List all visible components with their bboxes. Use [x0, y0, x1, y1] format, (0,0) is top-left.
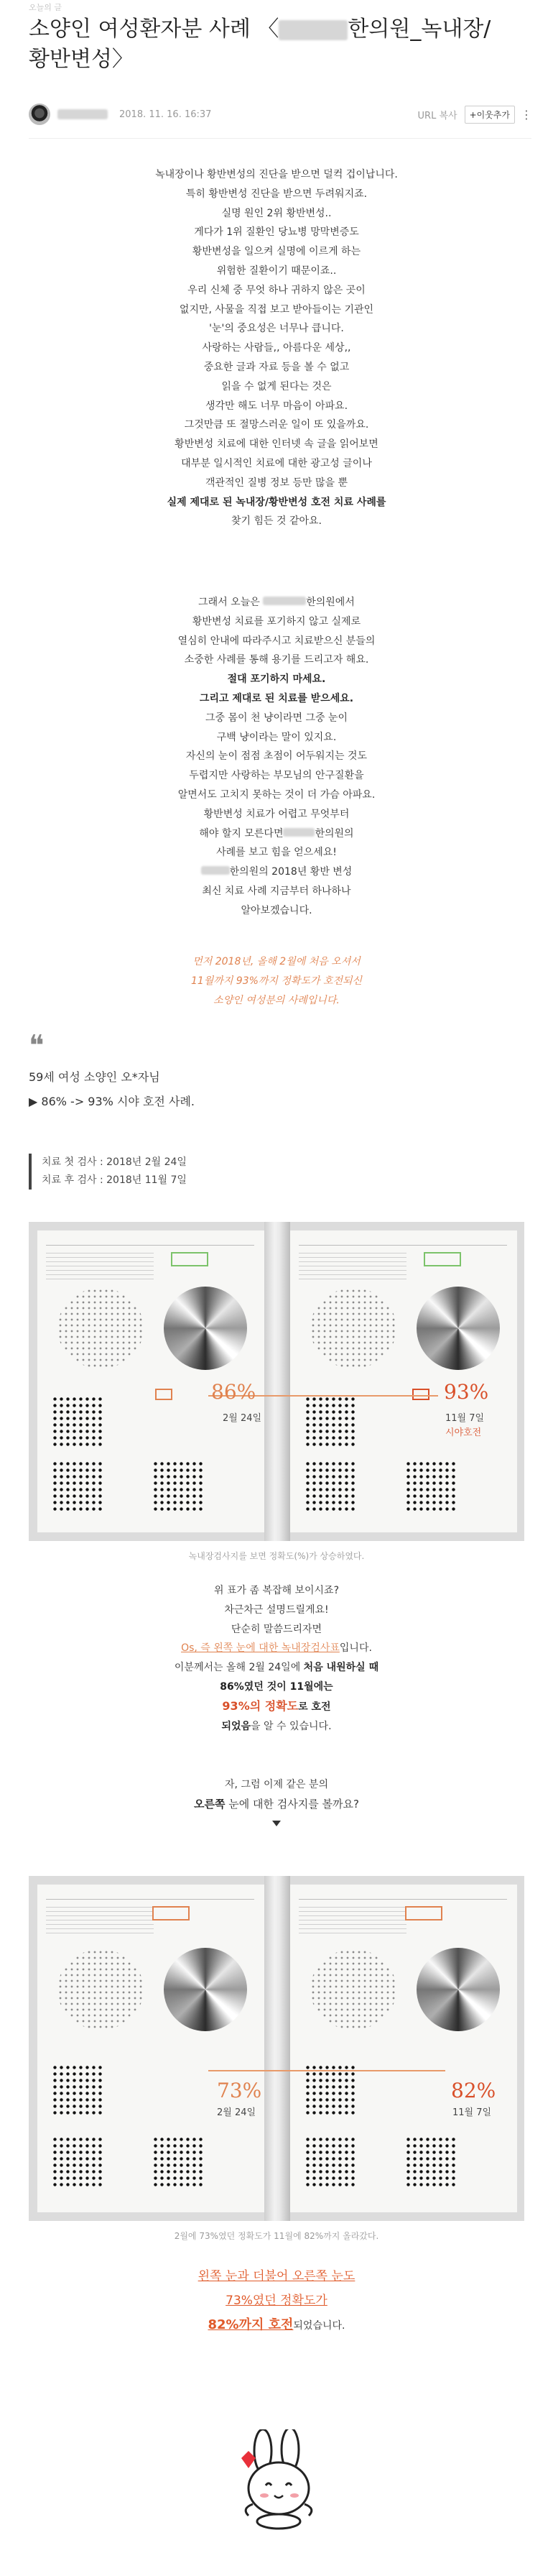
conclusion-line: 82%까지 호전되었습니다.	[208, 2317, 345, 2332]
explain-line: 차근차근 설명드릴게요!	[224, 1604, 329, 1616]
para2-line: 사례를 보고 힘을 얻으세요!	[216, 847, 337, 859]
post-meta	[29, 104, 531, 125]
para2-line: 황반변성 치료를 포기하지 않고 실제로	[192, 615, 361, 627]
comparison-line	[208, 2070, 445, 2071]
intro-line: 특히 황반변성 진단을 받으면 두려워지죠.	[185, 188, 368, 200]
conclusion	[29, 2264, 524, 2338]
author-avatar[interactable]	[29, 104, 50, 125]
intro-line: 실명 원인 2위 황반변성..	[221, 207, 332, 219]
left-date: 2월 24일	[217, 2107, 256, 2118]
quote-mark-icon: ❝	[29, 1029, 45, 1062]
para2-line: 자신의 눈이 점점 초점이 어두워지는 것도	[185, 750, 368, 763]
second-paragraph	[29, 593, 524, 921]
para2-line: 최신 치료 사례 지금부터 하나하나	[202, 885, 351, 897]
intro-line: 황반변성 치료에 대한 인터넷 속 글을 읽어보면	[175, 438, 378, 451]
intro-line: 생각만 해도 너무 마음이 아파요.	[205, 400, 348, 412]
intro-line: 황반변성을 일으켜 실명에 이르게 하는	[192, 246, 361, 258]
intro-bold-line: 실제 제대로 된 녹내장/황반변성 호전 치료 사례를	[167, 496, 386, 508]
highlight-line: 먼저 2018년, 올해 2월에 처음 오셔서	[192, 956, 361, 967]
right-accuracy: 82%	[451, 2079, 496, 2102]
intro-line: 찾기 힘든 것 같아요.	[231, 515, 322, 528]
highlight-line: 11월까지 93%까지 정확도가 호전되신	[190, 975, 363, 987]
explain-line: Os, 즉 왼쪽 눈에 대한 녹내장검사표입니다.	[181, 1642, 372, 1655]
intro-line: 객관적인 질병 정보 등만 많을 뿐	[205, 477, 348, 489]
para2-line: 그래서 오늘은 한의원에서	[198, 597, 355, 608]
explain-line: 위 표가 좀 복잡해 보이시죠?	[214, 1585, 339, 1596]
para2-line: 한의원의 2018년 황반 변성	[29, 862, 524, 882]
para2-line: 구백 냥이라는 말이 있지요.	[216, 731, 337, 743]
bunny-sticker-icon	[234, 2429, 323, 2530]
intro-line: 우리 신체 중 무엇 하나 귀하지 않은 곳이	[187, 284, 366, 296]
para2-line: 알아보겠습니다.	[241, 904, 312, 916]
intro-line: 대부분 일시적인 치료에 대한 광고성 글이나	[181, 457, 372, 469]
post-title-part2: 한의원_녹내장/	[348, 17, 491, 42]
blurred-clinic-name	[279, 20, 348, 40]
right-date: 11월 7일	[445, 1413, 485, 1424]
intro-line: 사랑하는 사람들,, 아름다운 세상,,	[202, 342, 351, 354]
case-quote	[29, 1065, 195, 1114]
explain-line: 단순히 말씀드리자면	[231, 1623, 322, 1635]
after-exam-date: 치료 후 검사 : 2018년 11월 7일	[42, 1174, 187, 1186]
highlight-line: 소양인 여성분의 사례입니다.	[213, 994, 340, 1006]
explain-line: 86%였던 것이 11월에는	[220, 1680, 333, 1693]
post-title-part3: 황반변성〉	[29, 47, 134, 72]
post-title-part1: 소양인 여성환자분 사례 〈	[29, 17, 279, 42]
para2-bold-line: 그리고 제대로 된 치료를 받으세요.	[199, 692, 354, 704]
para2-line: 두렵지만 사랑하는 부모님의 안구질환을	[189, 770, 364, 782]
right-note: 시야호전	[445, 1427, 482, 1438]
para2-line: 해야 할지 모른다면 한의원의	[199, 827, 354, 840]
para2-line: 그중 몸이 천 냥이라면 그중 눈이	[205, 712, 348, 724]
breadcrumb[interactable]: 오늘의 글	[29, 3, 62, 12]
quote-line: ▶ 86% -> 93% 시야 호전 사례.	[29, 1095, 195, 1108]
explain-line: 되었음을 알 수 있습니다.	[221, 1720, 332, 1732]
chart2-caption: 2월에 73%였던 정확도가 11월에 82%까지 올라갔다.	[174, 2231, 379, 2241]
intro-line: 중요한 글과 자료 등을 볼 수 없고	[203, 361, 350, 373]
left-eye-exam-image[interactable]	[29, 1222, 524, 1541]
intro-line: 그것만큼 또 절망스러운 일이 또 있을까요.	[184, 419, 369, 431]
exam-page-right	[290, 1885, 517, 2212]
left-accuracy: 73%	[217, 2079, 262, 2102]
post-title	[29, 14, 531, 75]
para2-line: 열심히 안내에 따라주시고 치료받으신 분들의	[177, 635, 376, 647]
intro-line: 위험한 질환이기 때문이죠..	[216, 264, 337, 277]
url-copy-button[interactable]: URL 복사	[417, 110, 457, 121]
explain-line: 이분께서는 올해 2월 24일에 처음 내원하실 때	[174, 1662, 379, 1674]
para2-bold-line: 절대 포기하지 마세요.	[227, 673, 326, 686]
quote-line: 59세 여성 소양인 오*자님	[29, 1070, 160, 1084]
conclusion-line: 왼쪽 눈과 더불어 오른쪽 눈도	[198, 2269, 356, 2283]
chart1-caption: 녹내장검사지를 보면 정확도(%)가 상승하였다.	[188, 1551, 365, 1561]
result-badge	[171, 1252, 208, 1266]
right-eye-intro	[29, 1775, 524, 1833]
para2-line: 알면서도 고치지 못하는 것이 더 가슴 아파요.	[177, 788, 376, 801]
intro-line: 읽을 수 없게 된다는 것은	[221, 380, 332, 392]
exam-page-left	[37, 1885, 264, 2212]
explain-line: 93%의 정확도로 호전	[222, 1698, 331, 1713]
right-eye-exam-image[interactable]	[29, 1876, 524, 2221]
author-name[interactable]	[57, 109, 108, 119]
left-date: 2월 24일	[223, 1413, 262, 1424]
right-eye-line: 오른쪽 눈에 대한 검사지를 볼까요?	[194, 1797, 359, 1811]
right-accuracy: 93%	[444, 1380, 489, 1404]
right-date: 11월 7일	[452, 2107, 492, 2118]
intro-paragraph	[29, 165, 524, 531]
first-exam-date: 치료 첫 검사 : 2018년 2월 24일	[42, 1156, 187, 1168]
intro-line: 없지만, 사물을 직접 보고 받아들이는 기관인	[179, 303, 374, 316]
para2-line: 황반변성 치료가 어렵고 무엇부터	[203, 808, 350, 820]
intro-line: 게다가 1위 질환인 당뇨병 망막변증도	[194, 226, 359, 239]
post-date: 2018. 11. 16. 16:37	[119, 109, 212, 120]
highlight-note	[29, 952, 524, 1010]
right-eye-line: 자, 그럼 이제 같은 분의	[225, 1779, 328, 1790]
intro-line: 녹내장이나 황반변성의 진단을 받으면 덜컥 겁이납니다.	[155, 169, 398, 180]
down-arrow-icon	[29, 1814, 524, 1834]
exam-dates	[29, 1154, 187, 1190]
conclusion-line: 73%였던 정확도가	[226, 2294, 327, 2308]
more-options-icon[interactable]: ⋮	[521, 107, 531, 121]
divider	[29, 138, 531, 139]
para2-line: 소중한 사례를 통해 용기를 드리고자 해요.	[184, 654, 369, 666]
add-neighbor-button[interactable]: +이웃추가	[465, 106, 515, 124]
explanation	[29, 1581, 524, 1736]
book-spine	[264, 1222, 290, 1541]
intro-line: '눈'의 중요성은 너무나 큽니다.	[209, 323, 344, 335]
left-accuracy: 86%	[211, 1380, 256, 1404]
